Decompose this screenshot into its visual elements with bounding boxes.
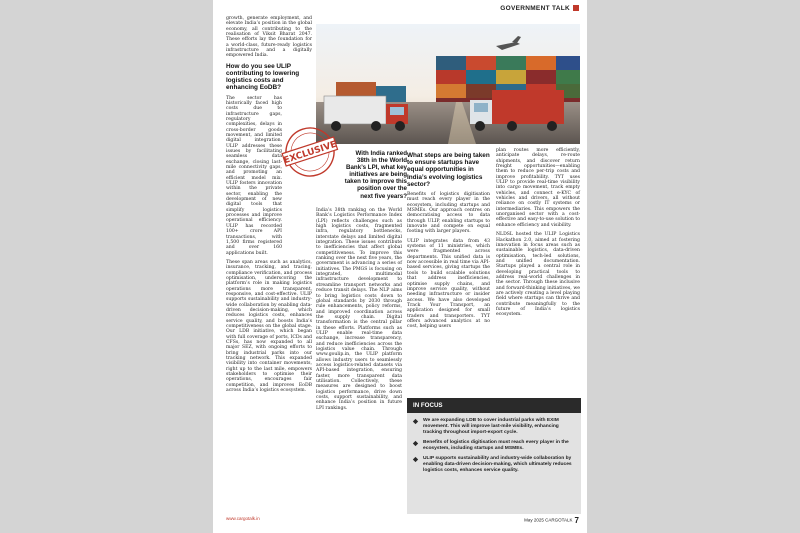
in-focus-item xyxy=(413,440,575,452)
diamond-bullet-icon xyxy=(413,457,418,462)
question-heading-startups: What steps are being taken to ensure startups have equal opportunities in India’s evolving logistics sector? xyxy=(407,152,490,188)
col4-para-1: plan routes more efficiently, anticipate delays, re-route shipments, and discover return freight opportunities—enabling them to reduce per-trip costs and improve profitability. TYT uses ULIP to provide real-time visibility into cargo movement, track empty vehicles, and connect e-KYC of vehicles and drivers, all without reliance on costly IT systems or intermediaries. This empowers the unorganised sector with a cost-effective and easy-to-use solution to enhance efficiency and visibility. xyxy=(496,148,580,228)
page-number: 7 xyxy=(574,516,579,525)
exclusive-stamp xyxy=(280,124,340,180)
question-heading-ulip: How do you see ULIP contributing to lowering logistics costs and enhancing EoDB? xyxy=(226,62,300,92)
hero-image-logistics xyxy=(316,24,580,144)
diamond-bullet-icon xyxy=(413,441,418,446)
col1-para-3: These span areas such as analytics, insurance, tracking, and tracing, compliance verification, and process optimisation, underscoring the platform’s role in making logistics operations more transparent, responsive, and cost-effective. ULIP supports sustainability and industry-wide collaboration by enabling data-driven decision-making, which reduces logistics costs, enhances service quality, and boosts India’s competitiveness on the global stage. Our LDB initiative, which began with full coverage of ports, ICDs and CFSs, has now expanded to all major SEZ, with ongoing efforts to bring industrial parks into our tracking network. This expanded visibility into container movements, right up to the last mile, empowers stakeholders to optimise their operations, encourages fair competition, and improves EoDB across India’s logistics ecosystem. xyxy=(226,259,312,394)
col1-para-1: growth, generate employment, and elevate India’s position in the global economy, all contributing to the realisation of Viksit Bharat 2047. These efforts lay the foundation for a world-class, future-ready logistics infrastructure and a digitally empowered India. xyxy=(226,16,312,59)
in-focus-item-text: We are expanding LDB to cover industrial parks with EXIM movement. This will improve last-mile visibility, enhancing tracking throughout import-export cycle. xyxy=(423,418,559,435)
diamond-bullet-icon xyxy=(413,419,418,424)
in-focus-item-text: ULIP supports sustainability and industry-wide collaboration by enabling data-driven decision-making, which ultimately reduces logistics costs, enhances service quality. xyxy=(423,456,572,473)
in-focus-box xyxy=(407,398,581,514)
in-focus-title: IN FOCUS xyxy=(407,398,581,413)
in-focus-item xyxy=(413,418,575,436)
col3-para-2: ULIP integrates data from 43 systems of 11 ministries, which were fragmented across departments. This unified data is now accessible in real time via API-based services, giving startups the tools to build scalable solutions that address inefficiencies, optimise supply chains, and improve service quality, without needing infrastructure or insider access. We have also developed Track Your Transport, an application designed for small traders and transporters. TYT offers advanced analytics at no cost, helping users xyxy=(407,238,490,330)
section-label: GOVERNMENT TALK xyxy=(500,5,570,12)
column-4 xyxy=(496,148,580,322)
col2-para-1: India’s 38th ranking on the World Bank’s Logistics Performance Index (LPI) reflects challenges such as high logistics costs, fragmented infra, regulatory bottlenecks, interstate delays and limited digital integration. These issues contribute to inefficiencies that affect global competitiveness. To improve this ranking over the next five years, the government is advancing a series of initiatives. The PMGS is focusing on integrated, multimodal infrastructure development to streamline transport networks and reduce transit delays. The NLP aims to bring logistics costs down to global standards by 2030 through rule enhancements, policy reforms, and improved coordination across the supply chain. Digital transformation is the central pillar in these efforts. Platforms such as ULIP enable real-time data exchange, increase transparency, and reduce inefficiencies across the logistics value chain. Through www.goulip.in, the ULIP platform allows industry users to seamlessly access logistics-related datasets via API-based integration, ensuring faster, more transparent data utilisation. Collectively, these measures are designed to boost logistics performance, drive down costs, support sustainability, and enhance India’s position in future LPI rankings. xyxy=(316,208,402,411)
col3-para-1: Benefits of logistics digitisation must reach every player in the ecosystem, including startups and MSMEs. Our approach centres on democratising access to data through ULIP, enabling startups to innovate and compete on equal footing with larger players. xyxy=(407,192,490,235)
footer-website-link[interactable]: www.cargotalk.in xyxy=(226,516,260,521)
column-1 xyxy=(226,16,312,397)
footer-issue xyxy=(524,516,579,525)
footer-date: May 2025 CARGOTALK xyxy=(524,517,573,523)
magazine-page xyxy=(213,0,587,533)
stamp-text: EXCLUSIVE xyxy=(282,139,339,167)
pull-question-lpi: With India ranked 38th in the World Bank’s LPI, what key initiatives are being taken to improve this position over the next five years? xyxy=(344,150,407,200)
col4-para-2: NLDSL hosted the ULIP Logistics Hackathon 2.0, aimed at fostering innovation in focus areas such as sustainable logistics, data-driven optimisation, tech-led solutions, and unified documentation. Startups played a central role in developing practical tools to address real-world challenges in the sector. Through these inclusive and forward-thinking initiatives, we are actively creating a level playing field where startups can thrive and contribute meaningfully to the future of India’s logistics ecosystem. xyxy=(496,232,580,318)
page-footer xyxy=(226,516,579,525)
in-focus-item xyxy=(413,456,575,474)
column-3 xyxy=(407,148,490,334)
in-focus-item-text: Benefits of logistics digitisation must reach every player in the ecosystem, including startups and MSMEs. xyxy=(423,440,569,451)
section-header xyxy=(500,5,579,12)
in-focus-list xyxy=(407,413,581,474)
section-marker-icon xyxy=(573,5,579,11)
column-2 xyxy=(316,208,402,415)
col1-para-2: The sector has historically faced high costs due to infrastructure gaps, regulatory complexities, delays in cross-border goods movement, and limited digital integration. ULIP addresses these issues by facilitating seamless data exchange, closing last-mile connectivity gaps, and promoting an efficient model mix. ULIP fosters innovation within the private sector, enabling the development of new digital tools that simplify logistics processes and improve operational efficiency. ULIP has recorded 100+ crore API transactions, with 1,500 firms registered and over 160 applications built. xyxy=(226,95,282,256)
